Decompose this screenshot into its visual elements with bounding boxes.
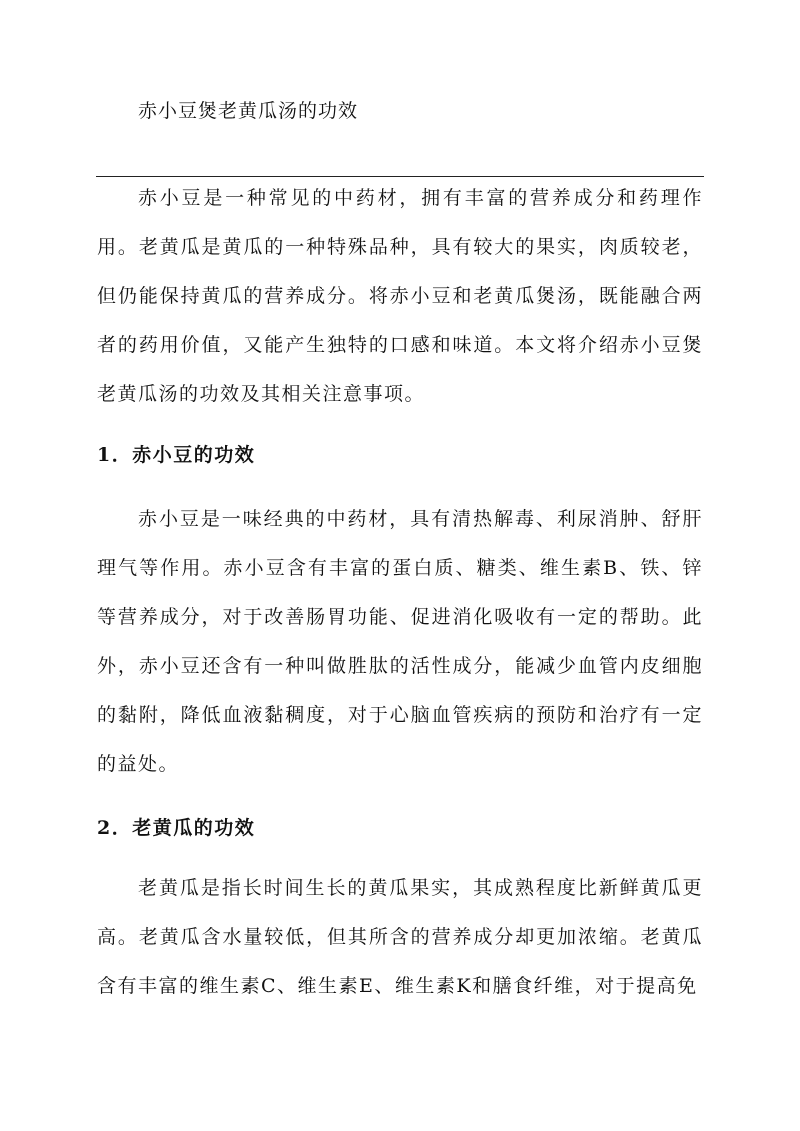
- section-heading-1: 1．赤小豆的功效: [97, 444, 256, 466]
- intro-paragraph: 赤小豆是一种常见的中药材，拥有丰富的营养成分和药理作用。老黄瓜是黄瓜的一种特殊品种，具有较大的果实，肉质较老，但仍能保持黄瓜的营养成分。将赤小豆和老黄瓜煲汤，既能融合两者的药用价值，又能产生独特的口感和味道。本文将介绍赤小豆煲老黄瓜汤的功效及其相关注意事项。: [97, 187, 703, 405]
- section-paragraph-1: 赤小豆是一味经典的中药材，具有清热解毒、利尿消肿、舒肝理气等作用。赤小豆含有丰富的蛋白质、糖类、维生素B、铁、锌等营养成分，对于改善肠胃功能、促进消化吸收有一定的帮助。此外，赤小豆还含有一种叫做胜肽的活性成分，能减少血管内皮细胞的黏附，降低血液黏稠度，对于心脑血管疾病的预防和治疗有一定的益处。: [97, 508, 703, 775]
- section-heading-2: 2．老黄瓜的功效: [97, 817, 256, 839]
- document-title: 赤小豆煲老黄瓜汤的功效: [138, 100, 359, 122]
- section-paragraph-2: 老黄瓜是指长时间生长的黄瓜果实，其成熟程度比新鲜黄瓜更高。老黄瓜含水量较低，但其所含的营养成分却更加浓缩。老黄瓜含有丰富的维生素C、维生素E、维生素K和膳食纤维，对于提高免: [97, 877, 703, 997]
